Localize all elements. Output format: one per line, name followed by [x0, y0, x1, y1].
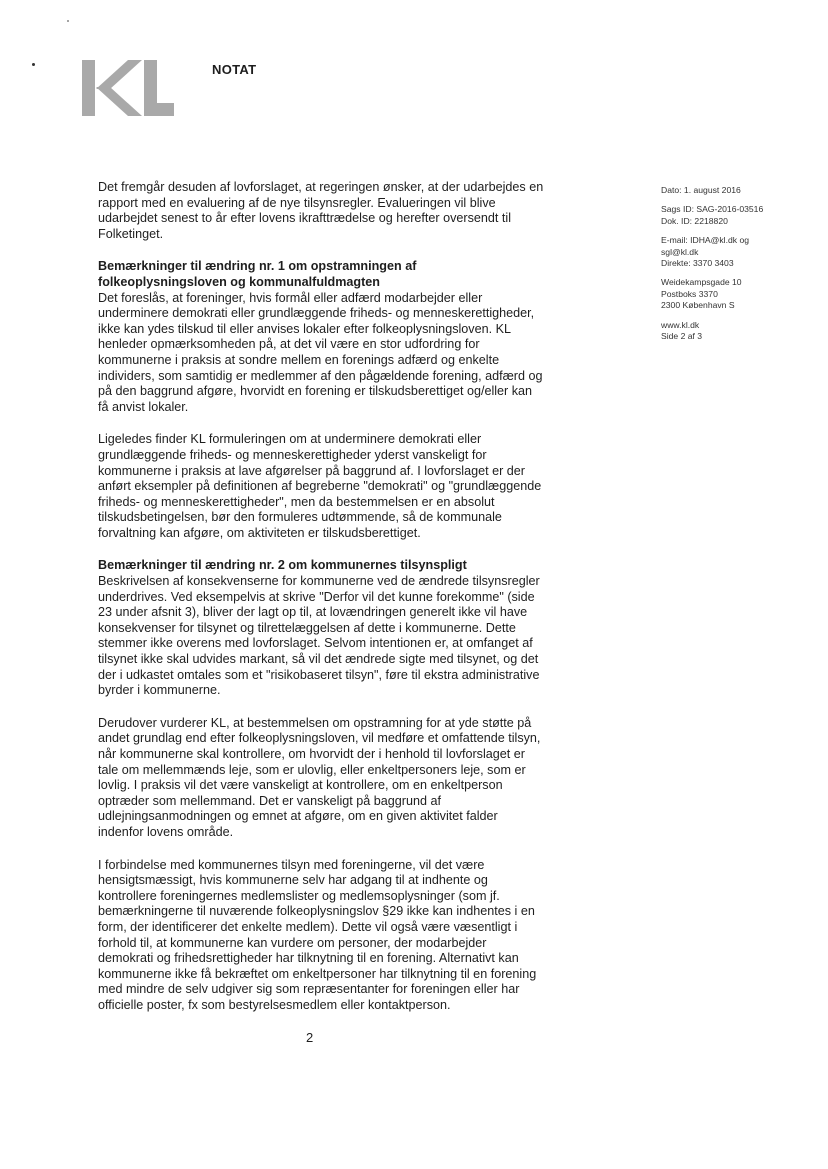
sidebar-email-2: sgl@kl.dk: [661, 246, 699, 257]
section-heading-amendment-1: Bemærkninger til ændring nr. 1 om opstramningen af folkeoplysningsloven og kommunalfuldmagten: [98, 259, 417, 289]
sidebar-contact-block: [661, 235, 811, 269]
sender-info-sidebar: [661, 185, 811, 350]
sidebar-city: 2300 København S: [661, 300, 735, 311]
paragraph-member-lists: I forbindelse med kommunernes tilsyn med foreningerne, vil det være hensigtsmæssigt, hvis kommunerne selv har adgang til at indhente og kontrollere foreningernes medlemslister og medlemsoplysninger (som jf. bemærkningerne til nuværende folkeoplysningslov §29 ikke kan indhentes i en form, der identificerer det enkelte medlem). Dette vil også være væsentligt i forhold til, at kommunerne kan vurdere om personer, der modarbejder demokrati og frihedsrettigheder har tilknytning til en forening. Alternativt kan kommunerne ikke få bekræftet om enkeltpersoner har tilknytning til en forening med mindre de selv udgiver sig som repræsentanter for foreningen eller har officielle poster, fx som bestyrelsesmedlem eller kontaktperson.: [98, 857, 537, 1012]
kl-logo-mark: [80, 58, 176, 118]
paragraph-intermediary-rent: Derudover vurderer KL, at bestemmelsen om opstramning for at yde støtte på andet grundlag end efter folkeoplysningsloven, vil medføre et omfattende tilsyn, når kommunerne skal kontrollere, om hvorvidt der i henhold til lovforslaget er tale om mellemmænds leje, som er ulovlig, eller enkeltpersoners leje, som er lovlig. I praksis vil det være vanskeligt at kontrollere, om en enkeltperson optræder som mellemmand. Det er vanskeligt på baggrund af udlejningsanmodningen og emnet at afgøre, om en given aktivitet falder indenfor lovens område.: [98, 715, 541, 839]
scan-speck: [67, 20, 69, 22]
sidebar-phone: Direkte: 3370 3403: [661, 258, 734, 269]
section-heading-amendment-2: Bemærkninger til ændring nr. 2 om kommunernes tilsynspligt: [98, 558, 467, 573]
sidebar-po-box: Postboks 3370: [661, 288, 718, 299]
paragraph-democracy-definition: Ligeledes finder KL formuleringen om at underminere demokrati eller grundlæggende friheds- og menneskerettigheder yderst vanskeligt for kommunerne i praksis at lave afgørelser på baggrund af. I lovforslaget er der anført eksempler på definitionen af begreberne "demokrati" og "grundlæggende friheds- og menneskerettigheder", men da bestemmelsen er en absolut tilskudsbetingelsen, bør den formuleres udtømmende, så de kommunale forvaltning kan afgøre, om aktiviteten er tilskudsberettiget.: [98, 432, 542, 540]
letter-body: [98, 180, 544, 1031]
paragraph-amendment-2: Beskrivelsen af konsekvenserne for kommunerne ved de ændrede tilsynsregler underdrives. Ved eksempelvis at skrive "Derfor vil det kunne forekomme" (side 23 under afsnit 3), bliver der lagt op til, at lovændringen generelt ikke vil have konsekvenser for tilsynet og tilrettelæggelsen af dette i kommunerne. Dette stemmer ikke overens med lovforslaget. Selvom intentionen er, at omfanget af tilsynet ikke skal udvides markant, så vil det ændrede sigte med tilsynet, og det der i udkastet omtales som et "risikobaseret tilsyn", føre til ekstra administrative byrder i kommunerne.: [98, 574, 540, 698]
sidebar-date: Dato: 1. august 2016: [661, 185, 741, 195]
sidebar-website: www.kl.dk: [661, 319, 700, 330]
sidebar-address-block: [661, 277, 811, 311]
sidebar-web-block: [661, 320, 811, 343]
sidebar-doc-id: Dok. ID: 2218820: [661, 215, 728, 226]
kl-logo: [80, 58, 176, 118]
paragraph-evaluation: Det fremgår desuden af lovforslaget, at regeringen ønsker, at der udarbejdes en rapport med en evaluering af de nye tilsynsregler. Evalueringen vil blive udarbejdet senest to år efter lovens ikrafttrædelse og herefter oversendt til Folketinget.: [98, 180, 544, 241]
sidebar-street: Weidekampsgade 10: [661, 277, 742, 288]
page-number: 2: [306, 1030, 314, 1045]
paragraph-amendment-1: Det foreslås, at foreninger, hvis formål eller adfærd modarbejder eller underminere demokrati eller grundlæggende friheds- og menneskerettigheder, ikke kan ydes tilskud til eller anvises lokaler efter folkeoplysningsloven. KL henleder opmærksomheden på, at det vil være en stor udfordring for kommunerne i praksis at sondre mellem en forenings adfærd og enkelte individers, som samtidig er medlemmer af den pågældende forening, adfærd og på den baggrund afgøre, hvorvidt en forening er tilskudsberettiget og/eller kan få anvist lokaler.: [98, 290, 543, 414]
sidebar-date-block: [661, 185, 811, 196]
sidebar-email: E-mail: IDHA@kl.dk og: [661, 235, 749, 246]
document-type: NOTAT: [212, 62, 257, 77]
sidebar-case-id: Sags ID: SAG-2016-03516: [661, 204, 764, 215]
sidebar-ids-block: [661, 204, 811, 227]
sidebar-page-indicator: Side 2 af 3: [661, 331, 703, 342]
scan-speck: [32, 63, 35, 66]
